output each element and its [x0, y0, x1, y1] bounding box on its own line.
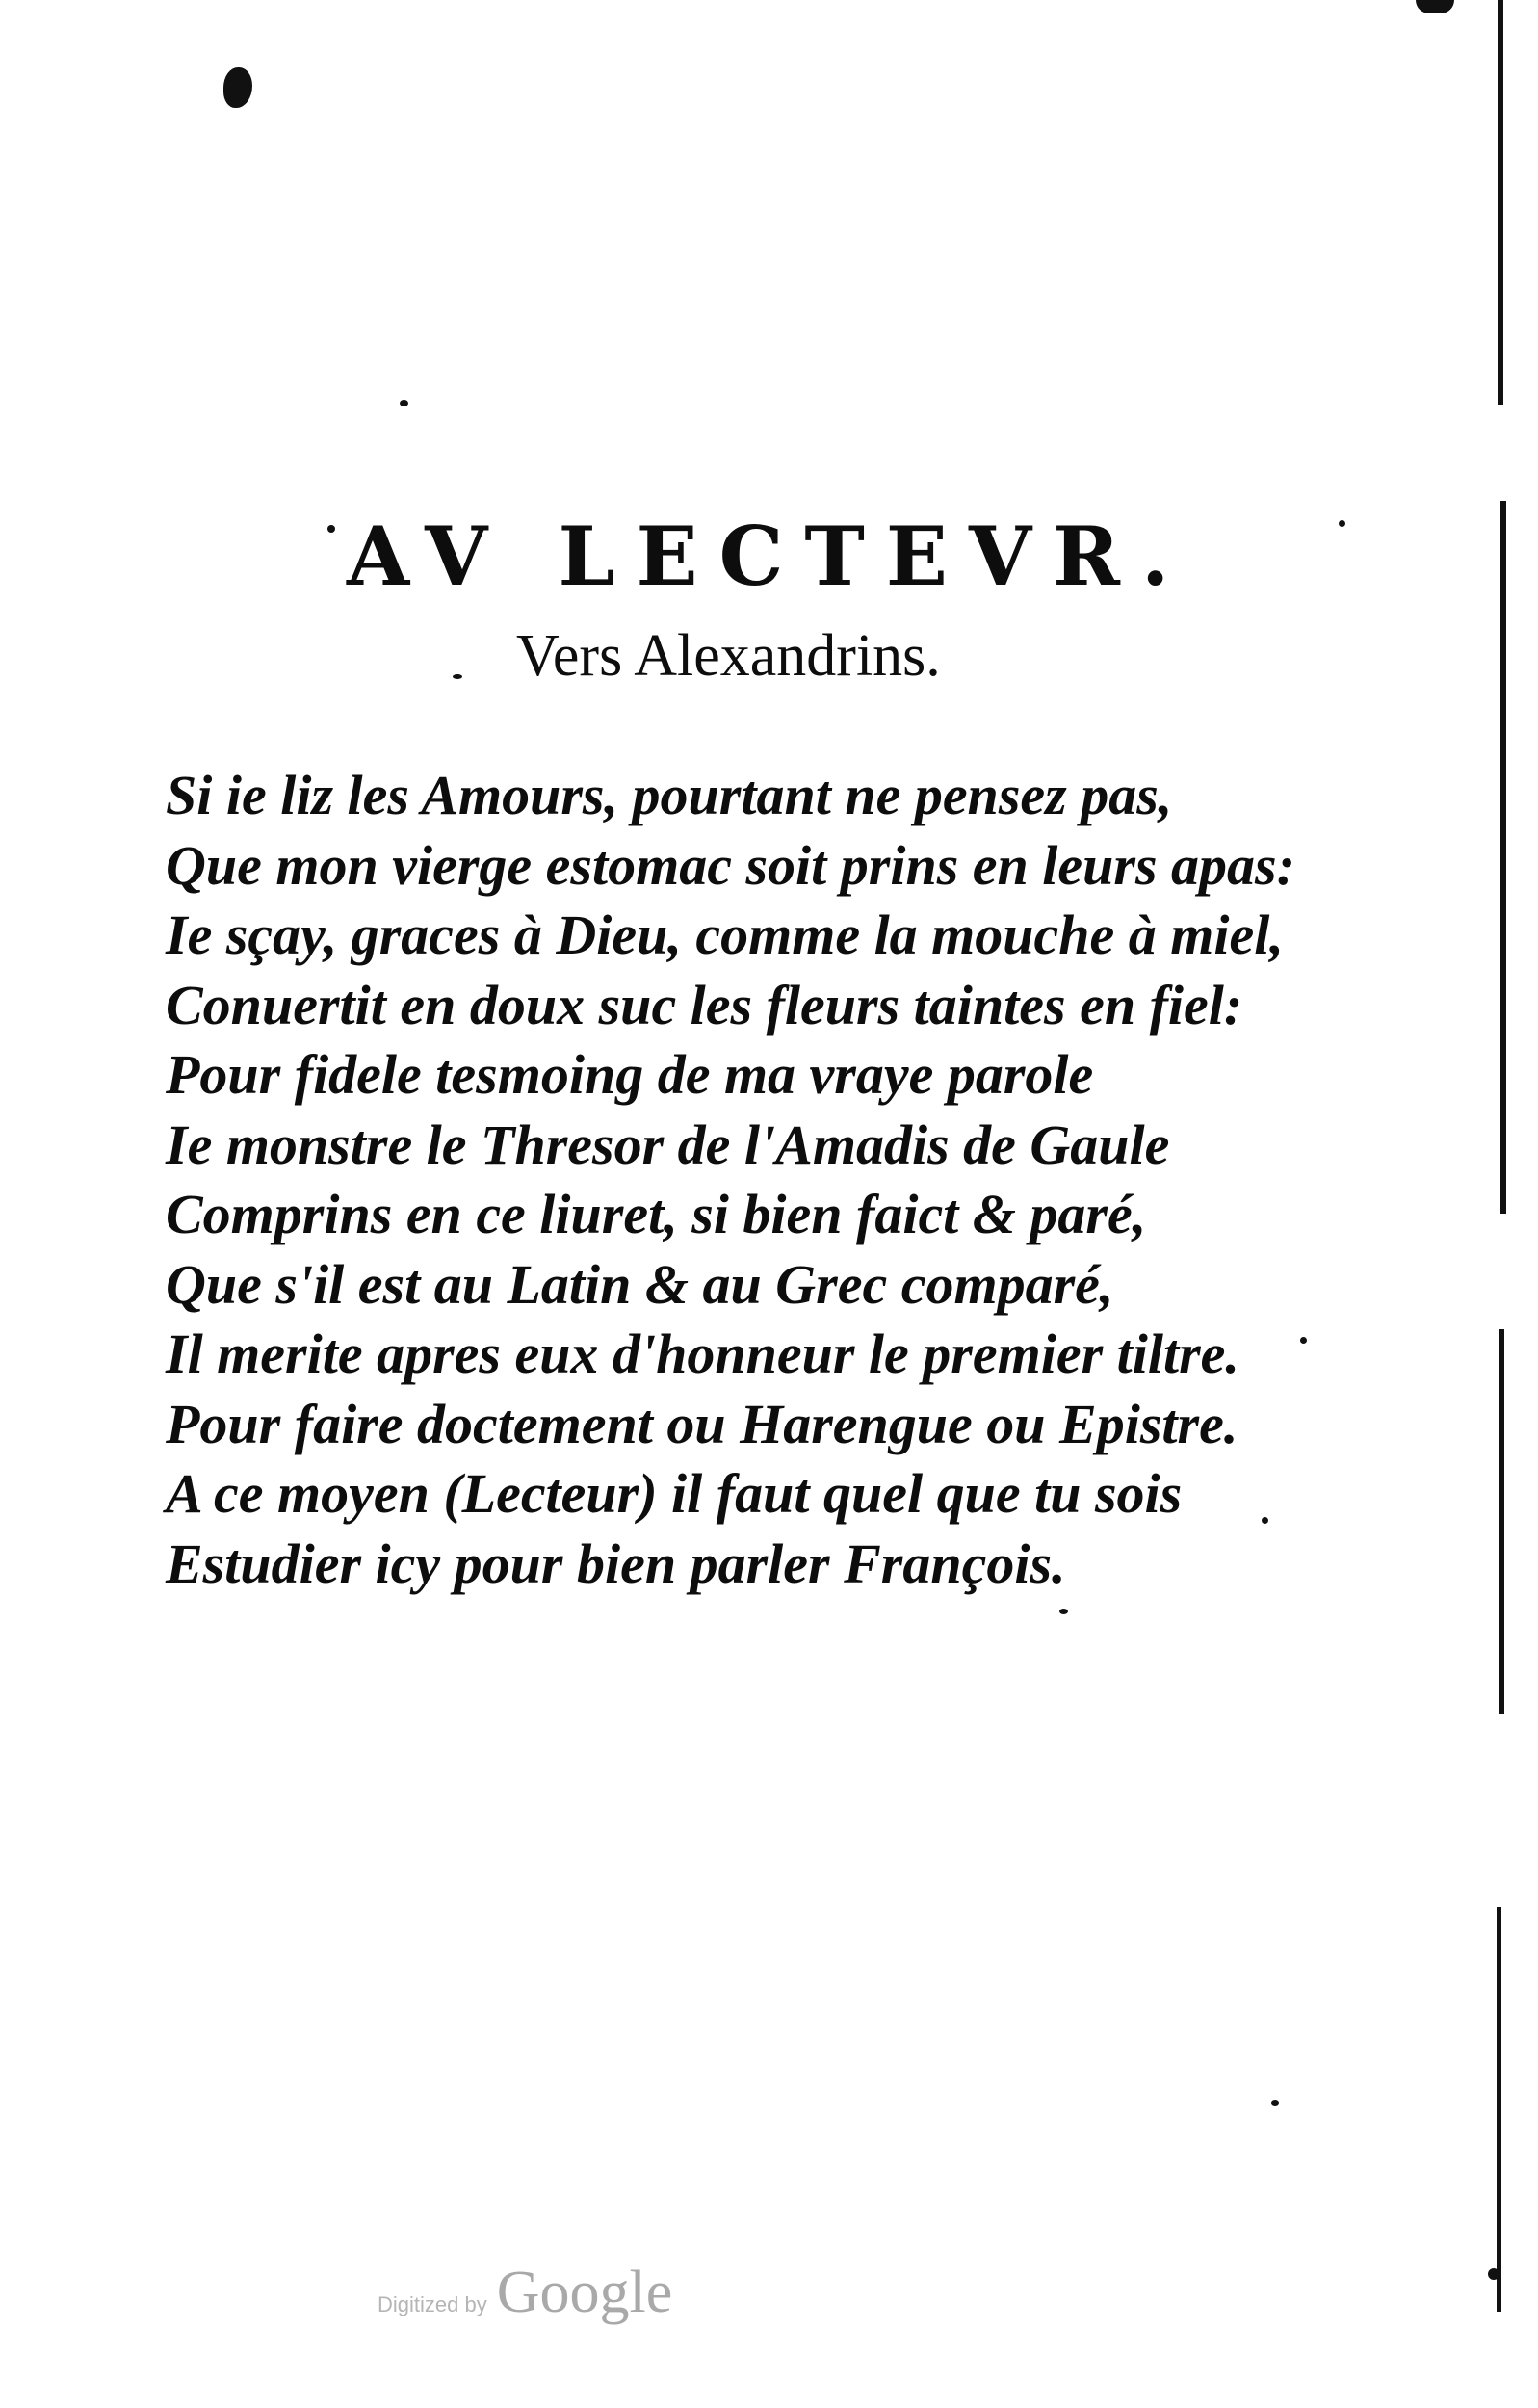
digitization-watermark: [378, 2259, 672, 2327]
scan-corner-mark: [1416, 0, 1454, 13]
verse-block: [166, 761, 1360, 1599]
verse-line: A ce moyen (Lecteur) il faut quel que tu sois: [166, 1462, 1183, 1525]
page-heading: AV LECTEVR.: [347, 509, 1191, 605]
scan-edge-line: [1497, 1907, 1501, 2312]
scan-edge-line: [1498, 0, 1503, 405]
verse-line: Conuertit en doux suc les fleurs taintes en fiel:: [166, 973, 1243, 1036]
scan-edge-line: [1499, 1329, 1504, 1714]
ink-speck: [1339, 520, 1345, 527]
verse-line: Ie monstre le Thresor de l'Amadis de Gaule: [166, 1112, 1170, 1176]
ink-speck: [453, 674, 462, 679]
watermark-prefix: Digitized by: [378, 2292, 487, 2316]
ink-speck: [1488, 2268, 1499, 2280]
page-subheading: Vers Alexandrins.: [516, 623, 941, 689]
verse-line: Si ie liz les Amours, pourtant ne pensez pas,: [166, 764, 1173, 826]
ink-blot: [223, 67, 252, 108]
verse-line: Que mon vierge estomac soit prins en leurs apas:: [166, 833, 1295, 897]
verse-line: Pour fidele tesmoing de ma vraye parole: [166, 1043, 1094, 1106]
verse-line: Comprins en ce liuret, si bien faict & paré,: [166, 1183, 1147, 1245]
scan-edge-line: [1500, 501, 1506, 1214]
ink-speck: [400, 400, 408, 406]
verse-line: Pour faire doctement ou Harengue ou Epistre.: [166, 1392, 1238, 1455]
ink-speck: [1059, 1609, 1068, 1614]
verse-line: Ie sçay, graces à Dieu, comme la mouche à miel,: [166, 903, 1284, 966]
verse-line: Estudier icy pour bien parler François.: [166, 1531, 1066, 1595]
verse-line: Il merite apres eux d'honneur le premier tiltre.: [166, 1322, 1239, 1385]
verse-line: Que s'il est au Latin & au Grec comparé,: [166, 1252, 1114, 1316]
ink-speck: [1271, 2100, 1279, 2106]
google-logo: Google: [496, 2260, 673, 2325]
